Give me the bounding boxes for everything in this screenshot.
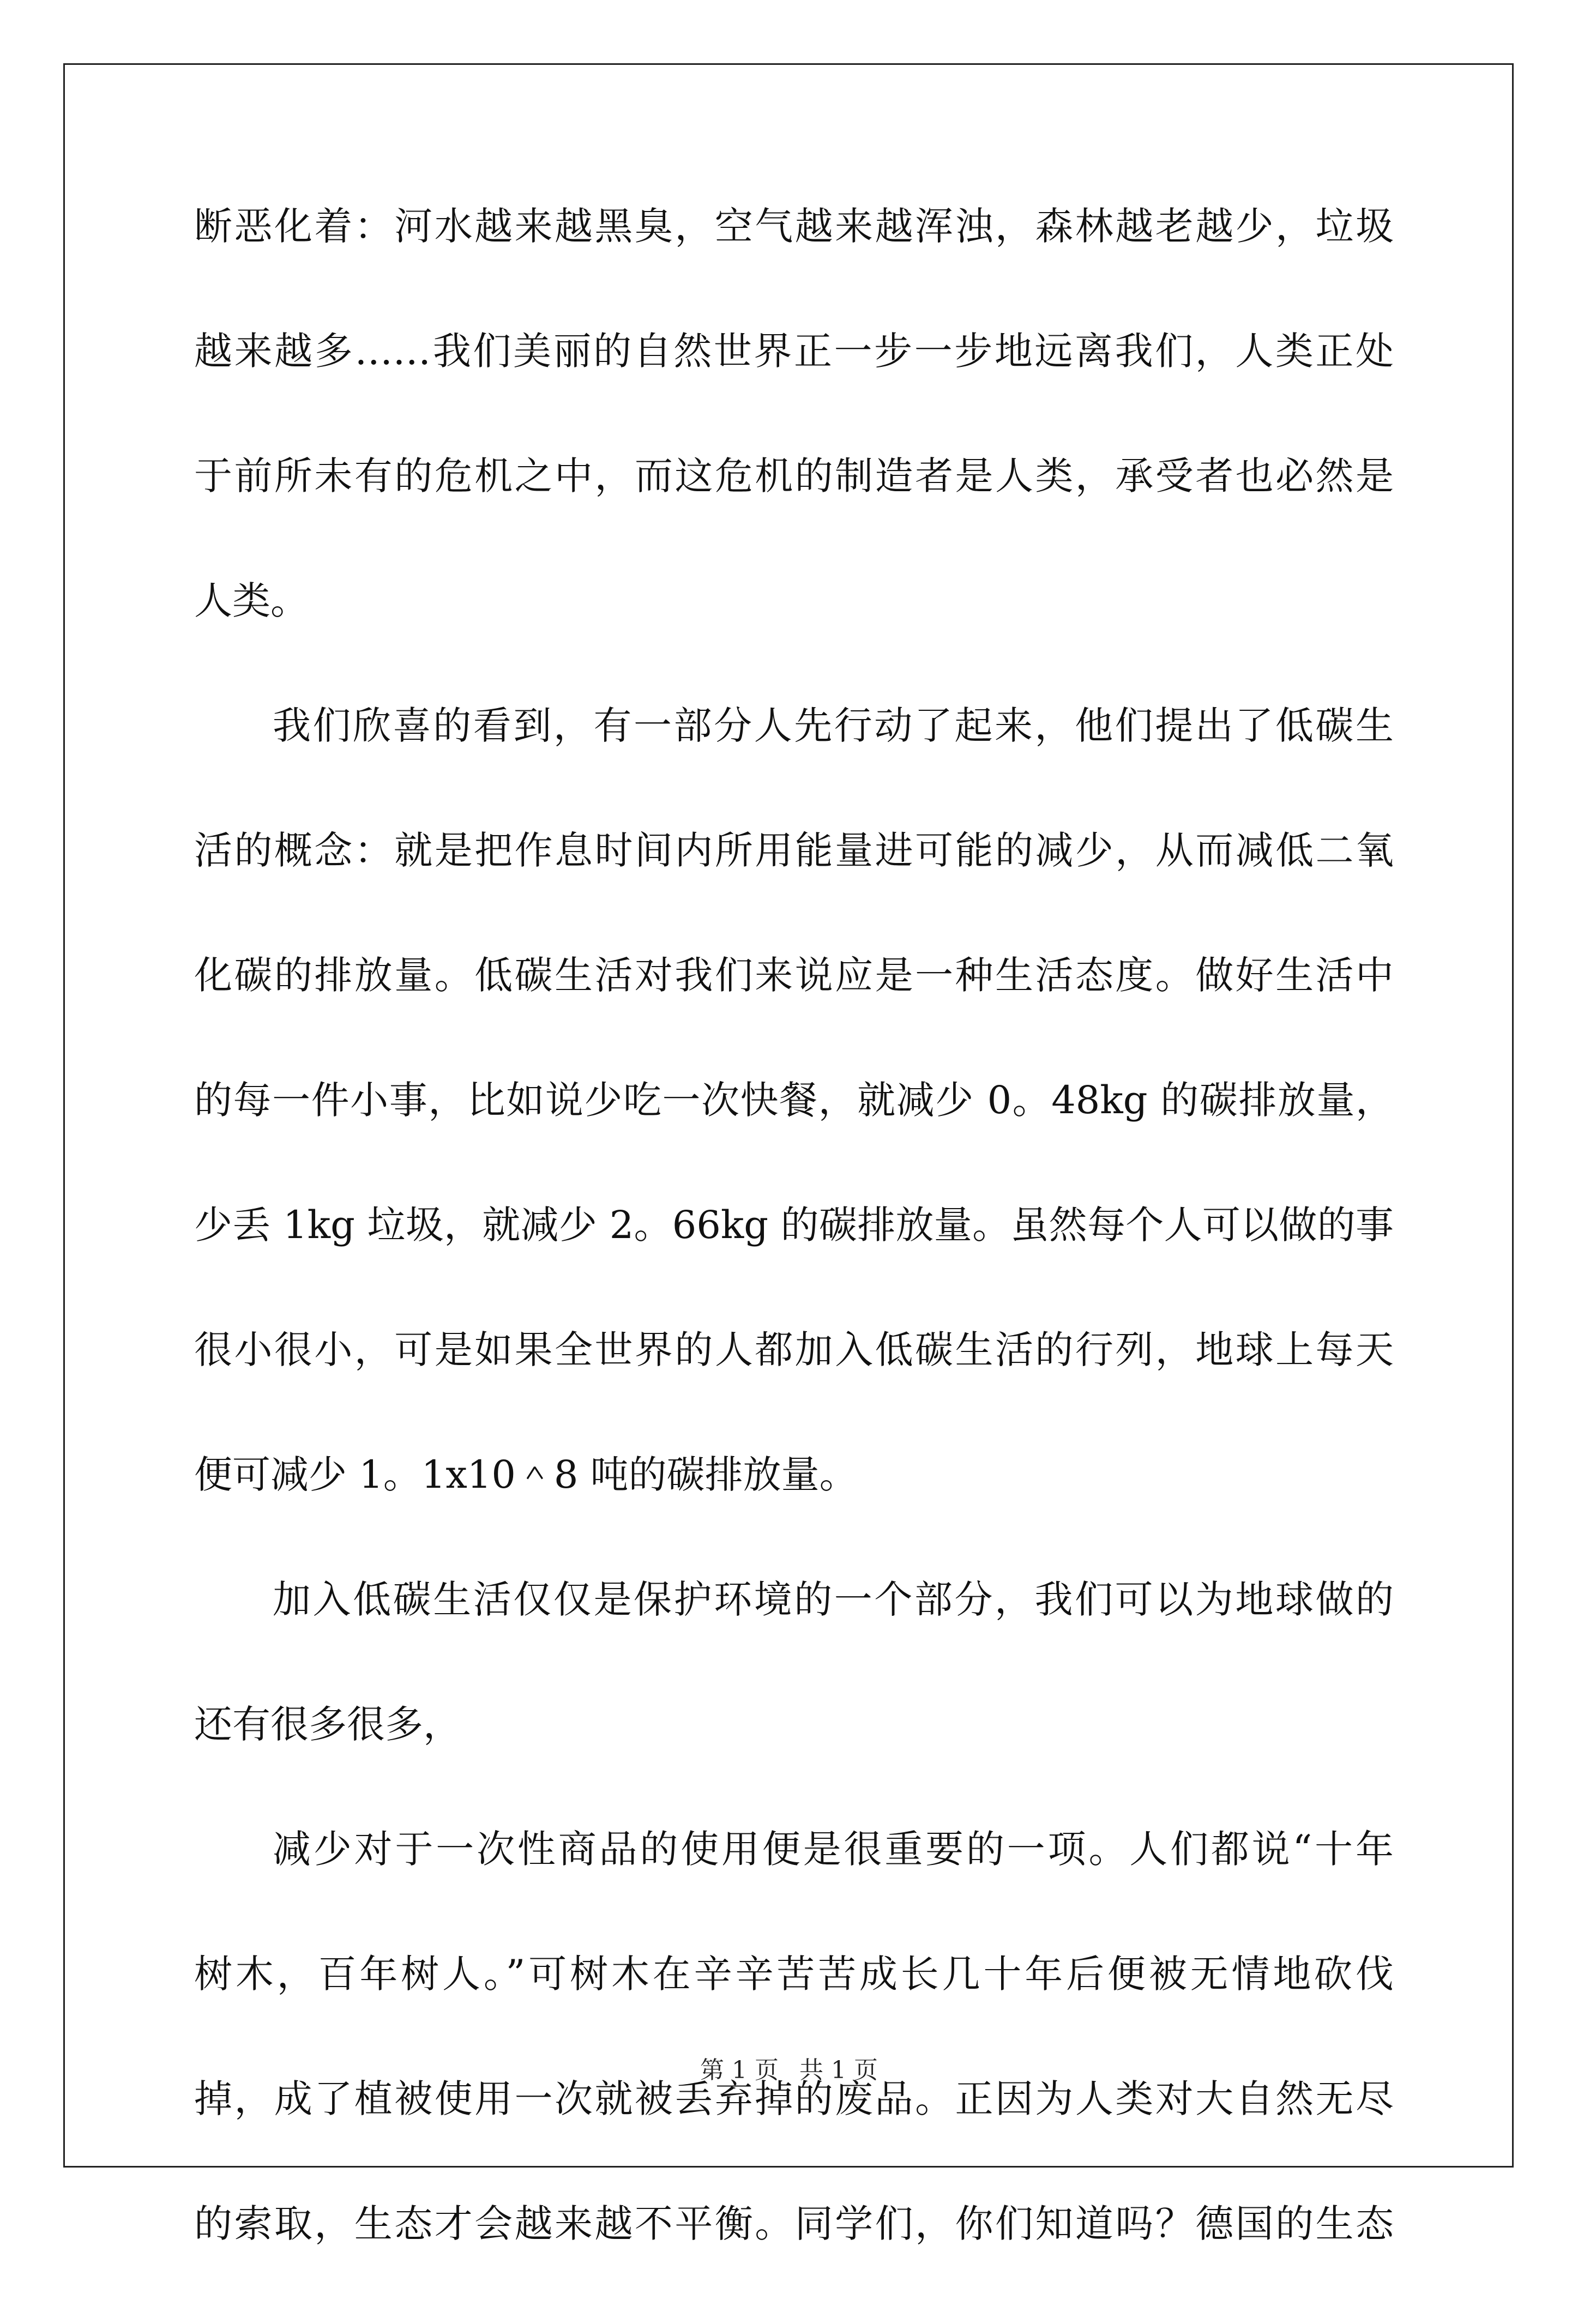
text-line: 便可减少 1。1x10＾8 吨的碳排放量。 [194, 1452, 858, 1497]
document-body [194, 202, 1394, 2324]
text-line: 活的概念：就是把作息时间内所用能量进可能的减少，从而减低二氧 [194, 828, 1394, 873]
paragraph-first-line: 加入低碳生活仅仅是保护环境的一个部分，我们可以为地球做的 [273, 1577, 1394, 1622]
text-line: 掉，成了植被使用一次就被丢弃掉的废品。正因为人类对大自然无尽 [194, 2076, 1394, 2121]
page-total: 共 1 页 [799, 2056, 878, 2084]
text-line: 树木，百年树人。”可树木在辛辛苦苦成长几十年后便被无情地砍伐 [194, 1952, 1394, 1996]
text-line: 的每一件小事，比如说少吃一次快餐，就减少 0。48kg 的碳排放量， [194, 1078, 1394, 1122]
page-footer [0, 2055, 1578, 2086]
text-line: 少丢 1kg 垃圾，就减少 2。66kg 的碳排放量。虽然每个人可以做的事 [194, 1203, 1394, 1247]
page-number: 第 1 页 [700, 2056, 779, 2084]
text-line: 断恶化着：河水越来越黑臭，空气越来越浑浊，森林越老越少，垃圾 [194, 204, 1394, 249]
text-line: 于前所未有的危机之中，而这危机的制造者是人类，承受者也必然是 [194, 454, 1394, 498]
paragraph-first-line: 减少对于一次性商品的使用便是很重要的一项。人们都说“十年 [273, 1827, 1394, 1872]
text-line: 还有很多很多， [194, 1702, 461, 1747]
text-line: 化碳的排放量。低碳生活对我们来说应是一种生活态度。做好生活中 [194, 953, 1394, 998]
text-line: 很小很小，可是如果全世界的人都加入低碳生活的行列，地球上每天 [194, 1327, 1394, 1372]
text-line: 的索取，生态才会越来越不平衡。同学们，你们知道吗？德国的生态 [194, 2201, 1394, 2246]
text-line: 越来越多……我们美丽的自然世界正一步一步地远离我们，人类正处 [194, 329, 1394, 373]
text-line: 人类。 [194, 578, 309, 623]
paragraph-first-line: 我们欣喜的看到，有一部分人先行动了起来，他们提出了低碳生 [273, 703, 1394, 748]
